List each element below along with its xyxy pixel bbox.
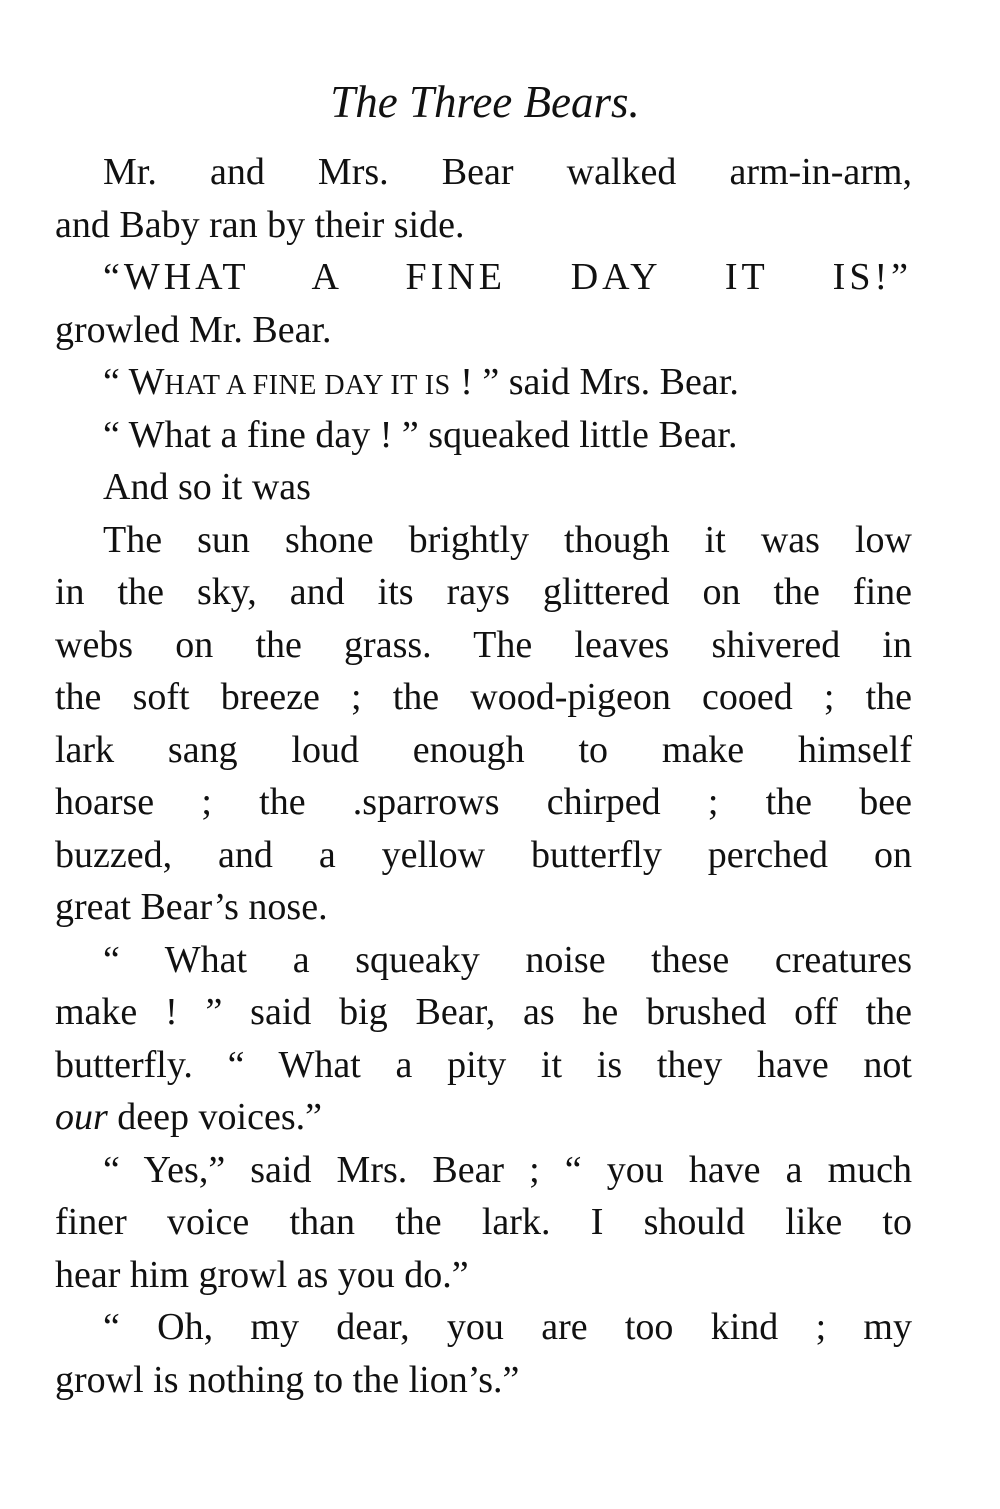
italic-word: our xyxy=(55,1096,108,1138)
running-head: The Three Bears. xyxy=(330,77,640,127)
text-line: And so it was xyxy=(103,466,311,508)
text-line: “ Yes,” said Mrs. Bear ; “ you have a much xyxy=(103,1148,912,1191)
text-line: finer voice than the lark. I should like to xyxy=(55,1201,912,1243)
text-line: the soft breeze ; the wood-pigeon cooed ; the xyxy=(55,676,912,718)
text-line: make ! ” said big Bear, as he brushed off the xyxy=(55,991,912,1033)
text-line: webs on the grass. The leaves shivered in xyxy=(55,623,912,666)
text-line: The sun shone brightly though it was low xyxy=(103,518,912,561)
text-line: and Baby ran by their side. xyxy=(55,203,465,246)
text-line: growled Mr. Bear. xyxy=(55,308,332,351)
text-line: growl is nothing to the lion’s.” xyxy=(55,1358,520,1401)
text-line: “ What a fine day ! ” squeaked little Bear. xyxy=(103,413,738,456)
small-caps-span: HAT A FINE DAY IT IS xyxy=(164,370,451,401)
text-span: deep voices.” xyxy=(107,1096,322,1138)
text-span: ! ” said Mrs. Bear. xyxy=(450,361,739,403)
text-line: lark sang loud enough to make himself xyxy=(55,728,912,771)
text-line xyxy=(55,1091,912,1144)
text-line: hear him growl as you do.” xyxy=(55,1253,469,1296)
text-line: Mr. and Mrs. Bear walked arm-in-arm, xyxy=(103,151,912,193)
text-line: butterfly. “ What a pity it is they have not xyxy=(55,1043,912,1086)
text-line: hoarse ; the .sparrows chirped ; the bee xyxy=(55,781,912,823)
text-line: “WHAT A FINE DAY IT IS!” xyxy=(103,256,912,298)
text-line: “ What a squeaky noise these creatures xyxy=(103,938,912,981)
text-line: in the sky, and its rays glittered on the fine xyxy=(55,571,912,613)
text-line: “ Oh, my dear, you are too kind ; my xyxy=(103,1306,912,1348)
body-text xyxy=(55,146,912,1406)
text-line: buzzed, and a yellow butterfly perched on xyxy=(55,833,912,876)
text-line: great Bear’s nose. xyxy=(55,886,328,928)
text-line xyxy=(55,356,912,409)
text-span: “ W xyxy=(103,361,165,403)
